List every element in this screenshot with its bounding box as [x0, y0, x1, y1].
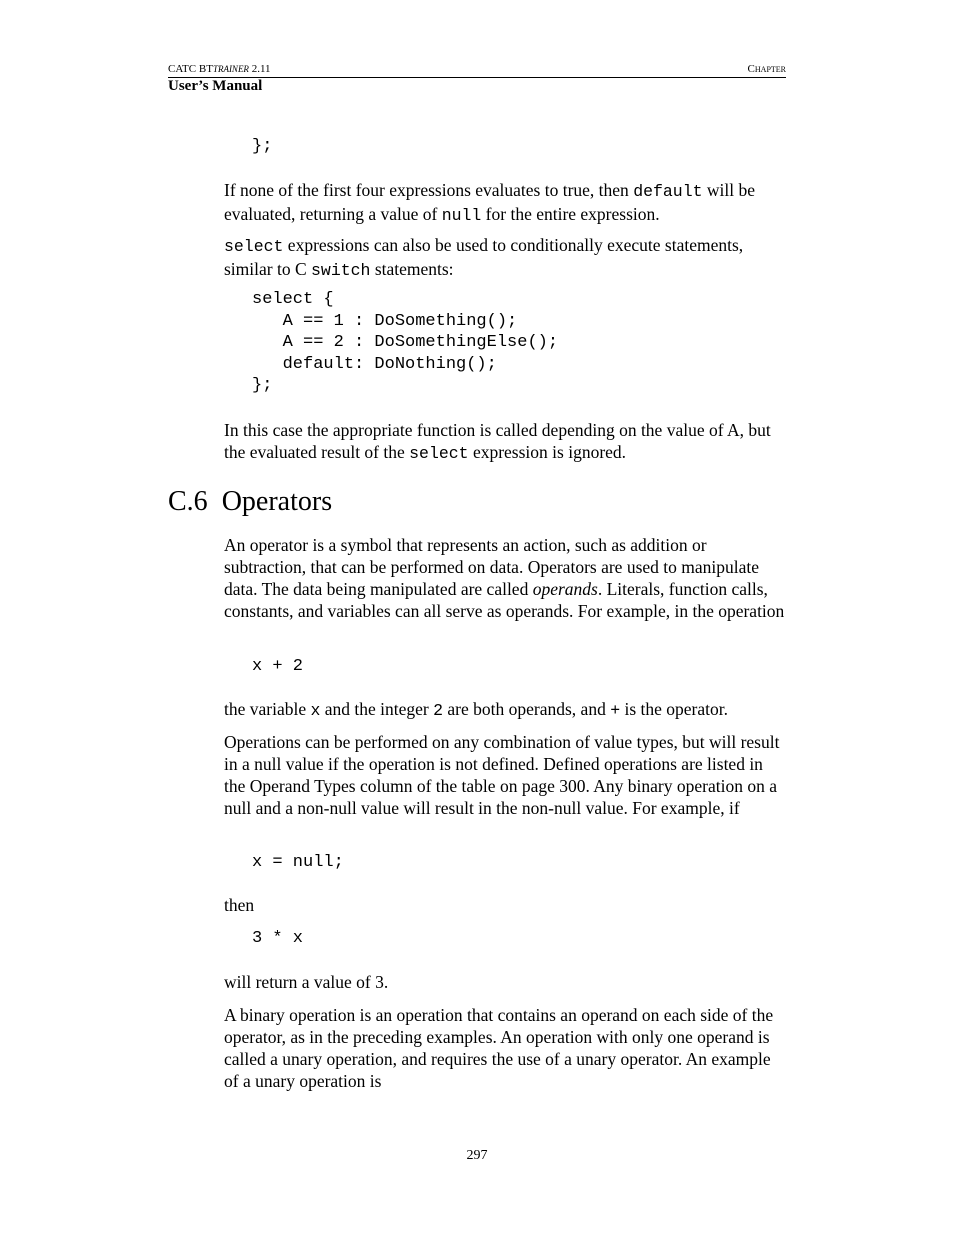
- header-manual: User’s Manual: [168, 78, 263, 94]
- inline-code: select: [224, 237, 284, 256]
- text: In this case the appropriate function is called depending on the value of A, but the evaluated result of the: [224, 420, 771, 462]
- text: the variable: [224, 699, 311, 719]
- paragraph-operator-definition: [224, 534, 786, 622]
- code-block-x-plus-2: x + 2: [252, 657, 304, 676]
- header-product-prefix: CATC BT: [168, 63, 213, 75]
- text: . Literals, function calls, constants, and variables can all serve as operands. For example, in the operation: [224, 579, 785, 621]
- paragraph-select-result: [224, 419, 786, 465]
- text: for the entire expression.: [481, 204, 660, 224]
- paragraph-select-statements: [224, 234, 786, 282]
- paragraph-value-types: Operations can be performed on any combination of value types, but will result in a null value if the operation is not defined. Defined operations are listed in the Operand Types column of the table on page 300. Any binary operation on a null and a non-null value will result in the non-null value. For example, if: [224, 732, 780, 818]
- text: expressions can also be used to conditionally execute statements, similar to C: [224, 235, 744, 279]
- page-number: 297: [466, 1148, 488, 1163]
- running-header: [168, 63, 786, 78]
- code-block-select: select { A == 1 : DoSomething(); A == 2 : DoSomethingElse(); default: DoNothing(); };: [252, 290, 559, 395]
- text: expression is ignored.: [468, 442, 627, 462]
- header-chapter: [748, 63, 786, 75]
- text: is the operator.: [620, 699, 728, 719]
- paragraph-then: then: [224, 895, 255, 915]
- code-block-close: };: [252, 137, 273, 156]
- inline-code: default: [633, 182, 703, 201]
- header-chapter-label: Chapter: [747, 63, 786, 75]
- text: and the integer: [320, 699, 434, 719]
- inline-code: +: [610, 701, 621, 720]
- header-product-italic: TRAINER: [212, 64, 249, 74]
- paragraph-binary-unary: A binary operation is an operation that contains an operand on each side of the operator, as in the preceding examples. An operation with only one operand is called a unary operation, and requires the use of a unary operator. An example of a unary operation is: [224, 1005, 774, 1091]
- emphasis: operands: [532, 579, 598, 599]
- paragraph-return-value: will return a value of 3.: [224, 972, 389, 992]
- paragraph-operands: [224, 698, 786, 722]
- section-heading: [168, 486, 332, 518]
- paragraph-default-evaluation: [224, 179, 786, 227]
- inline-code: x: [310, 701, 321, 720]
- code-block-3-times-x: 3 * x: [252, 929, 304, 948]
- inline-code: 2: [433, 701, 444, 720]
- inline-code: switch: [311, 261, 371, 280]
- header-product-version: 2.11: [251, 63, 271, 75]
- text: are both operands, and: [443, 699, 611, 719]
- code-block-x-null: x = null;: [252, 853, 344, 872]
- inline-code: select: [409, 444, 469, 463]
- header-product: [168, 63, 271, 75]
- section-title: Operators: [221, 486, 333, 517]
- inline-code: null: [441, 206, 482, 225]
- section-number: C.6: [168, 486, 208, 517]
- text: An operator is a symbol that represents an action, such as addition or subtraction, that can be performed on data. Operators are used to manipulate data. The data being manipulated are called: [224, 535, 760, 599]
- text: will be evaluated, returning a value of: [224, 180, 755, 224]
- text: statements:: [370, 259, 454, 279]
- text: If none of the first four expressions evaluates to true, then: [224, 180, 634, 200]
